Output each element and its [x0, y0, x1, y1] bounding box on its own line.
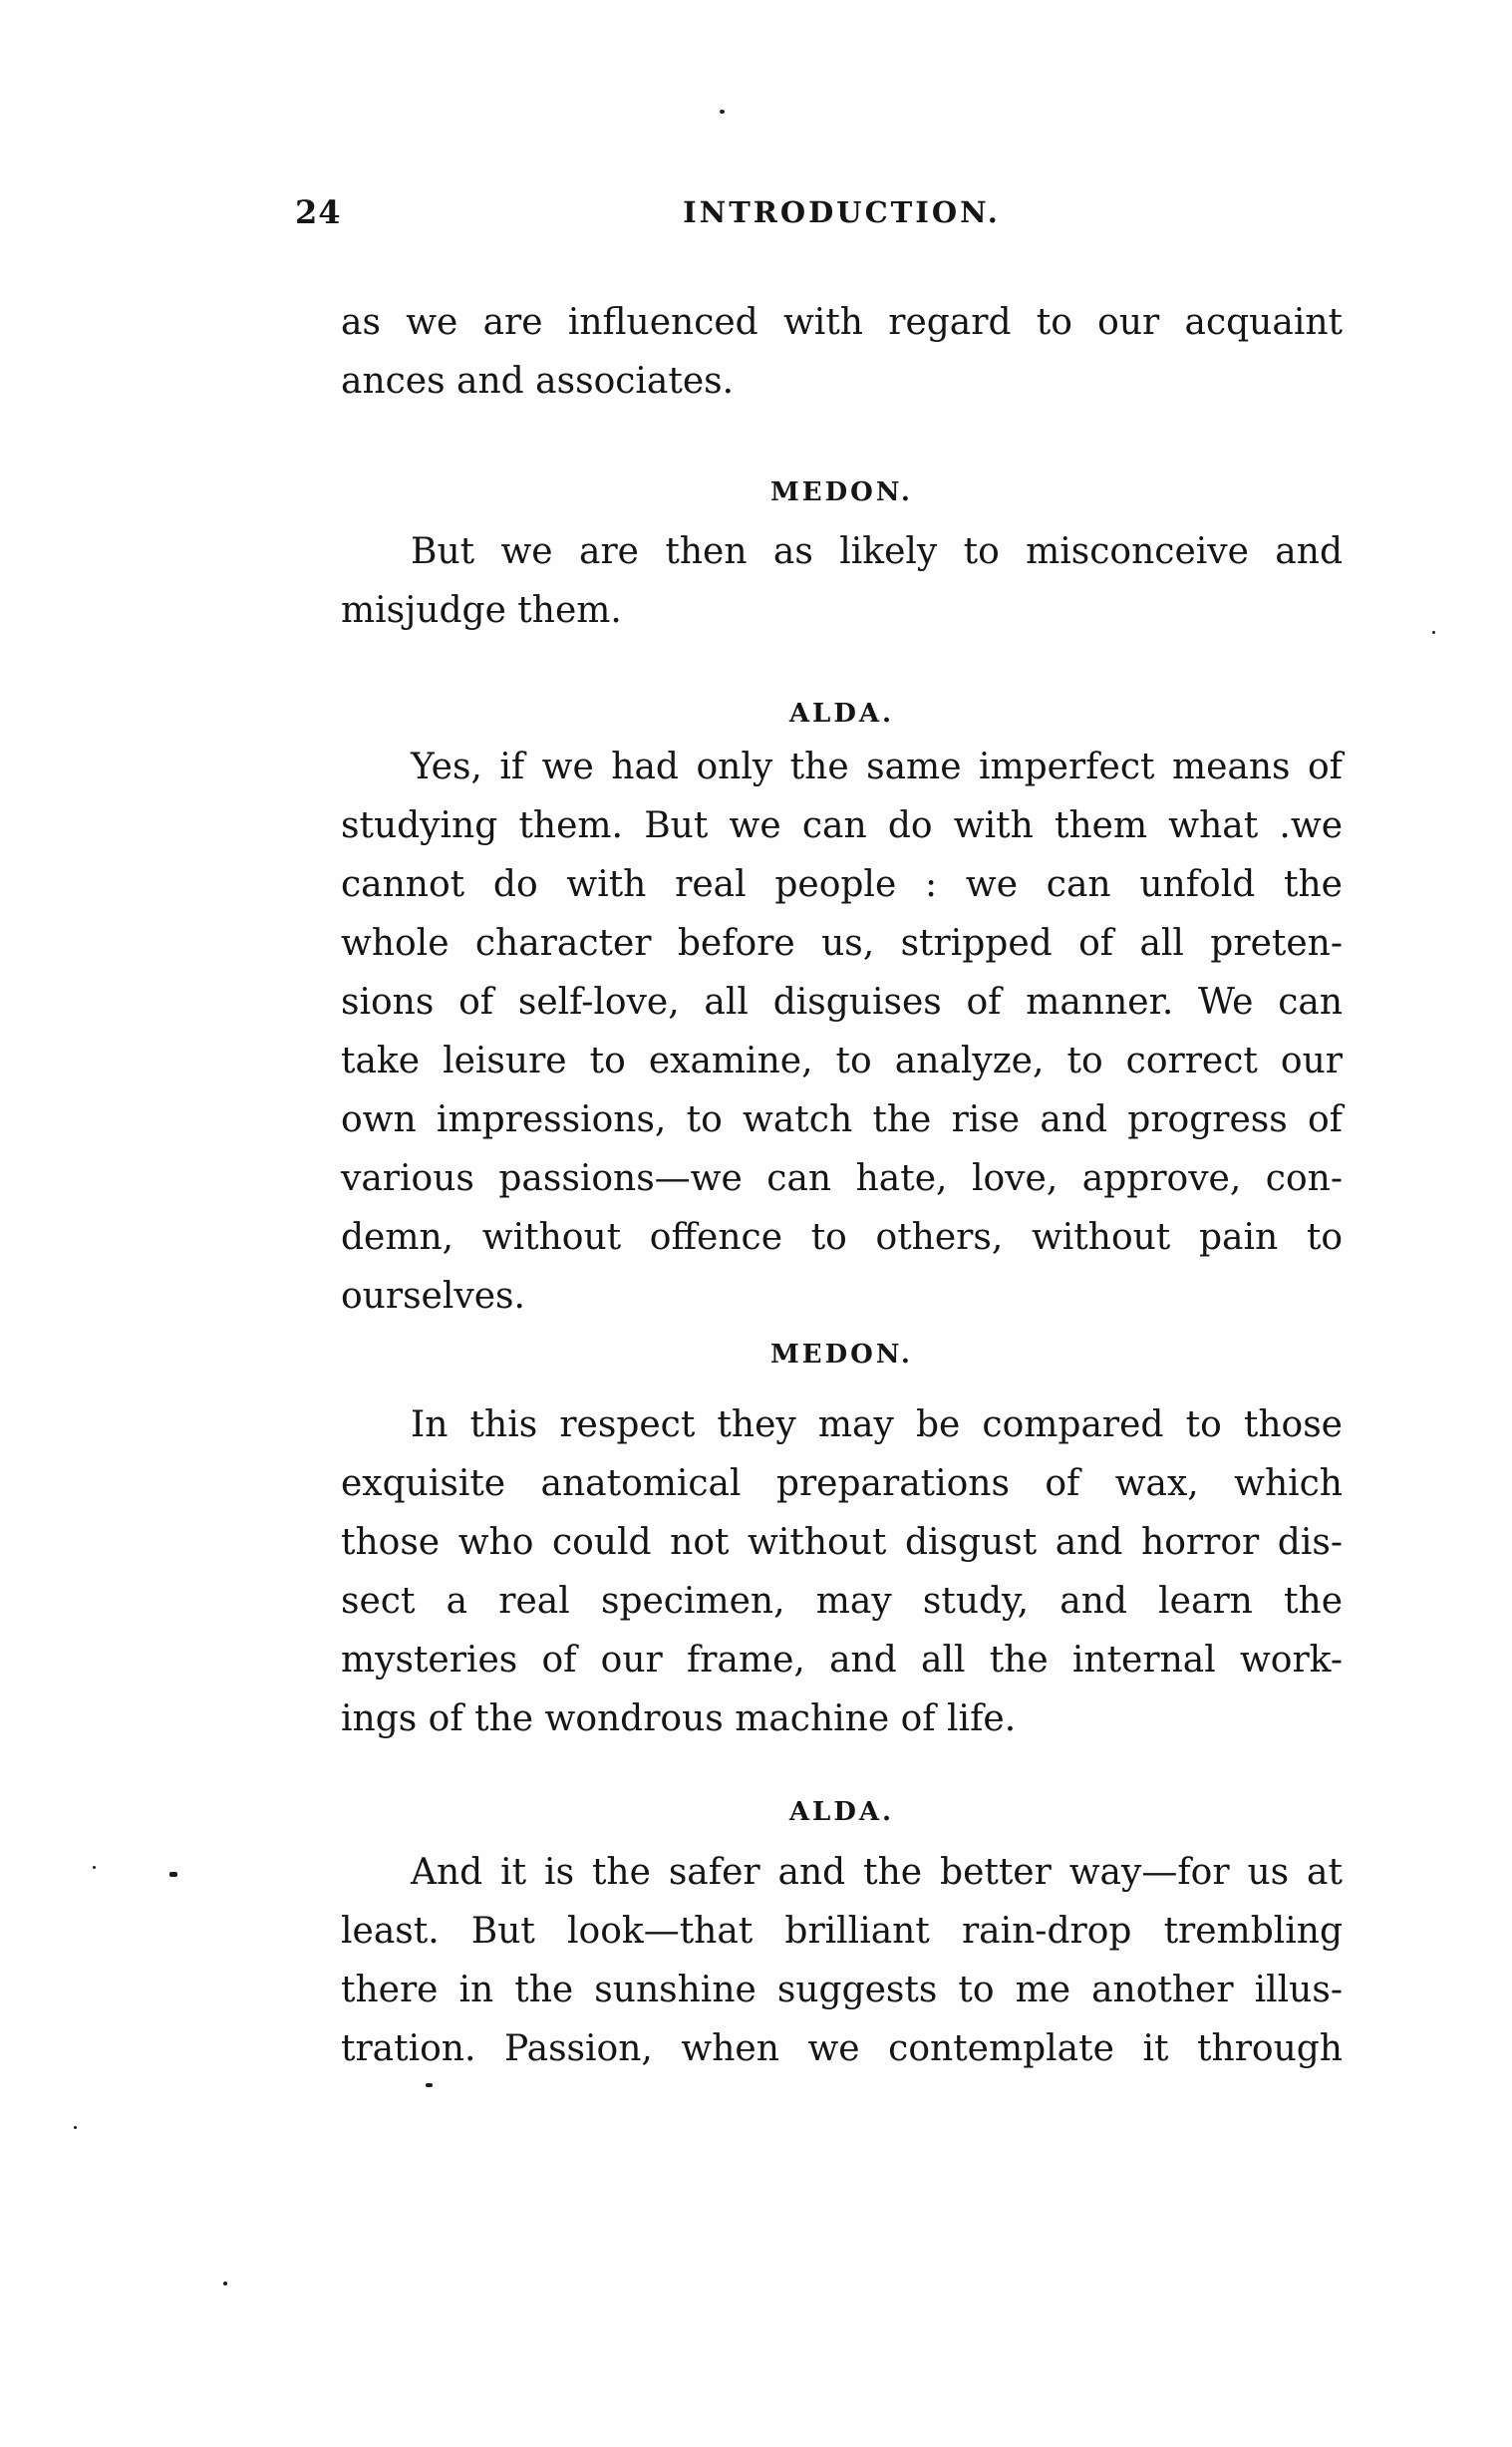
- text-line: exquisite anatomical preparations of wax, which: [341, 1463, 1343, 1504]
- text-line: And it is the safer and the better way—for us at: [411, 1852, 1343, 1893]
- paragraph-medon-1: [341, 522, 1343, 640]
- text-line: whole character before us, stripped of all preten-: [341, 923, 1343, 964]
- speaker-label-alda-2: ALDA.: [788, 1797, 895, 1827]
- text-line: But we are then as likely to misconceive and: [411, 531, 1343, 572]
- scan-speck: [720, 110, 725, 114]
- text-line: cannot do with real people : we can unfold the: [341, 864, 1343, 905]
- text-line: tration. Passion, when we contemplate it through: [341, 2028, 1343, 2069]
- text-line: sect a real specimen, may study, and learn the: [341, 1581, 1343, 1622]
- scan-speck: [426, 2083, 433, 2087]
- text-line: Yes, if we had only the same imperfect means of: [411, 747, 1343, 787]
- text-line: mysteries of our frame, and all the internal work-: [341, 1640, 1343, 1681]
- text-line: least. But look—that brilliant rain-drop trembling: [341, 1911, 1343, 1952]
- scan-speck: [223, 2282, 227, 2286]
- scan-speck: [93, 1866, 96, 1869]
- text-line: various passions—we can hate, love, approve, con-: [341, 1158, 1343, 1199]
- paragraph-alda-1: [341, 738, 1343, 1326]
- text-line: there in the sunshine suggests to me another illus-: [341, 1970, 1343, 2010]
- paragraph-alda-2: [341, 1843, 1343, 2078]
- text-line: those who could not without disgust and horror dis-: [341, 1522, 1343, 1563]
- text-line: sions of self-love, all disguises of manner. We can: [341, 982, 1343, 1023]
- text-line: misjudge them.: [341, 590, 622, 631]
- scan-speck: [74, 2126, 77, 2129]
- text-line: ings of the wondrous machine of life.: [341, 1698, 1017, 1739]
- page-number: 24: [295, 193, 342, 231]
- scan-speck: [169, 1872, 177, 1877]
- speaker-label-medon-2: MEDON.: [770, 1340, 913, 1370]
- text-line: demn, without offence to others, without pain to: [341, 1217, 1343, 1258]
- text-line: ances and associates.: [341, 361, 735, 402]
- running-head-title: INTRODUCTION.: [683, 195, 1001, 229]
- paragraph-continuation: [341, 293, 1343, 411]
- speaker-label-medon-1: MEDON.: [770, 477, 913, 507]
- text-line: ourselves.: [341, 1276, 525, 1317]
- scan-speck: [1432, 631, 1435, 634]
- text-line: studying them. But we can do with them what .we: [341, 805, 1343, 846]
- text-line: own impressions, to watch the rise and progress of: [341, 1099, 1343, 1140]
- speaker-label-alda-1: ALDA.: [788, 699, 895, 729]
- paragraph-medon-2: [341, 1395, 1343, 1748]
- text-line: In this respect they may be compared to those: [411, 1404, 1343, 1445]
- text-line: take leisure to examine, to analyze, to correct our: [341, 1041, 1343, 1081]
- text-line: as we are influenced with regard to our acquaint: [341, 302, 1343, 343]
